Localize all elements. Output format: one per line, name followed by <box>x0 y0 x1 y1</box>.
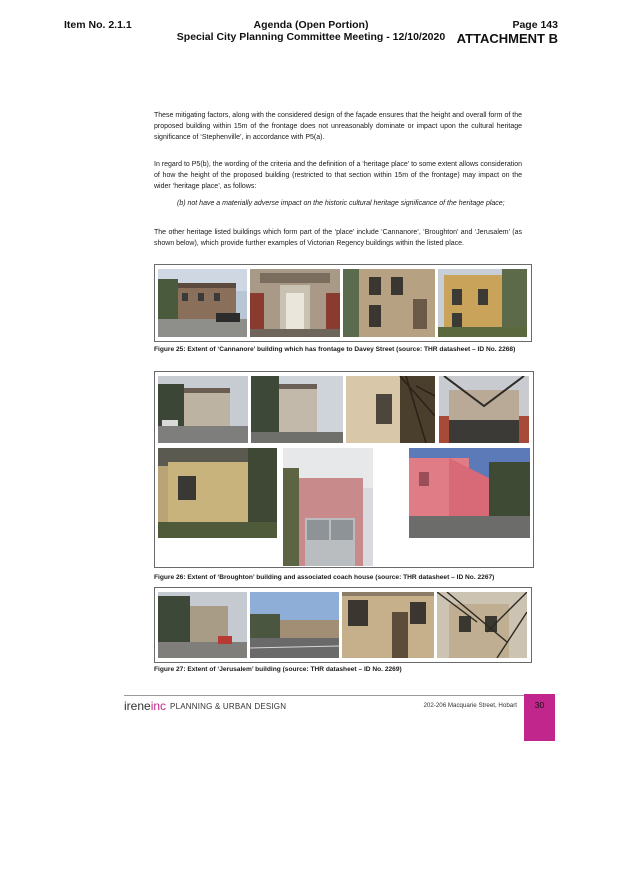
item-number: Item No. 2.1.1 <box>64 19 132 31</box>
cannanore-photo-side <box>438 269 527 337</box>
cannanore-photo-facade <box>343 269 435 337</box>
jerusalem-photo-road <box>250 592 339 658</box>
jerusalem-photo-entry <box>342 592 434 658</box>
logo-tagline: PLANNING & URBAN DESIGN <box>170 702 287 711</box>
agenda-title-line1: Agenda (Open Portion) <box>253 19 369 31</box>
jerusalem-photo-street <box>158 592 247 658</box>
broughton-photo-wall <box>346 376 435 443</box>
criteria-quote: (b) not have a materially adverse impact on the historic cultural heritage significance of the heritage place; <box>177 200 505 207</box>
figure-25-frame <box>154 264 532 342</box>
paragraph-p5b: In regard to P5(b), the wording of the criteria and the definition of a ‘heritage place’ to some extent allows consideration of how the height of the proposed building (restricted to that section within 15m of the frontage) may impact on the wider ‘heritage place’, as follows: <box>154 161 522 191</box>
broughton-photo-coach-house <box>158 448 277 538</box>
firm-logo <box>124 698 286 715</box>
figure-26-caption: Figure 26: Extent of ‘Broughton’ building and associated coach house (source: THR datasheet – ID No. 2267) <box>154 574 495 581</box>
figure-26-frame <box>154 371 534 568</box>
figure-27-caption: Figure 27: Extent of ‘Jerusalem’ building (source: THR datasheet – ID No. 2269) <box>154 666 402 673</box>
cannanore-photo-street <box>158 269 247 337</box>
broughton-photo-street-1 <box>158 376 248 443</box>
logo-irene: irene <box>124 699 151 713</box>
attachment-label: ATTACHMENT B <box>456 31 558 46</box>
figure-25-caption: Figure 25: Extent of ‘Cannanore’ building which has frontage to Davey Street (source: THR datasheet – ID No. 2268) <box>154 346 516 353</box>
paragraph-other-heritage: The other heritage listed buildings which form part of the ‘place’ include ‘Cannanore’, ‘Broughton’ and ‘Jerusalem’ (as shown below), which provide further examples of Victorian Regency buildings within the listed place. <box>154 229 522 248</box>
logo-inc: inc <box>150 699 167 713</box>
broughton-photo-gate <box>439 376 529 443</box>
broughton-photo-carriage-door <box>283 448 373 566</box>
jerusalem-photo-side <box>437 592 527 658</box>
firm-address: 202-206 Macquarie Street, Hobart <box>423 702 517 709</box>
figure-27-frame <box>154 587 532 663</box>
agenda-title-line2: Special City Planning Committee Meeting - 12/10/2020 <box>176 31 446 43</box>
broughton-photo-pink-building <box>409 448 530 538</box>
page-number-tab: 30 <box>524 694 555 741</box>
footer-divider <box>124 695 524 696</box>
cannanore-photo-doorway <box>250 269 340 337</box>
broughton-photo-street-2 <box>251 376 343 443</box>
paragraph-mitigating-factors: These mitigating factors, along with the considered design of the façade ensures that the height and overall form of the proposed building within 15m of the frontage does not unreasonably dominate or impact upon the cultural heritage significance of ‘Stephenville’, in accordance with P5(a). <box>154 112 522 142</box>
page-number-header: Page 143 <box>512 19 558 31</box>
